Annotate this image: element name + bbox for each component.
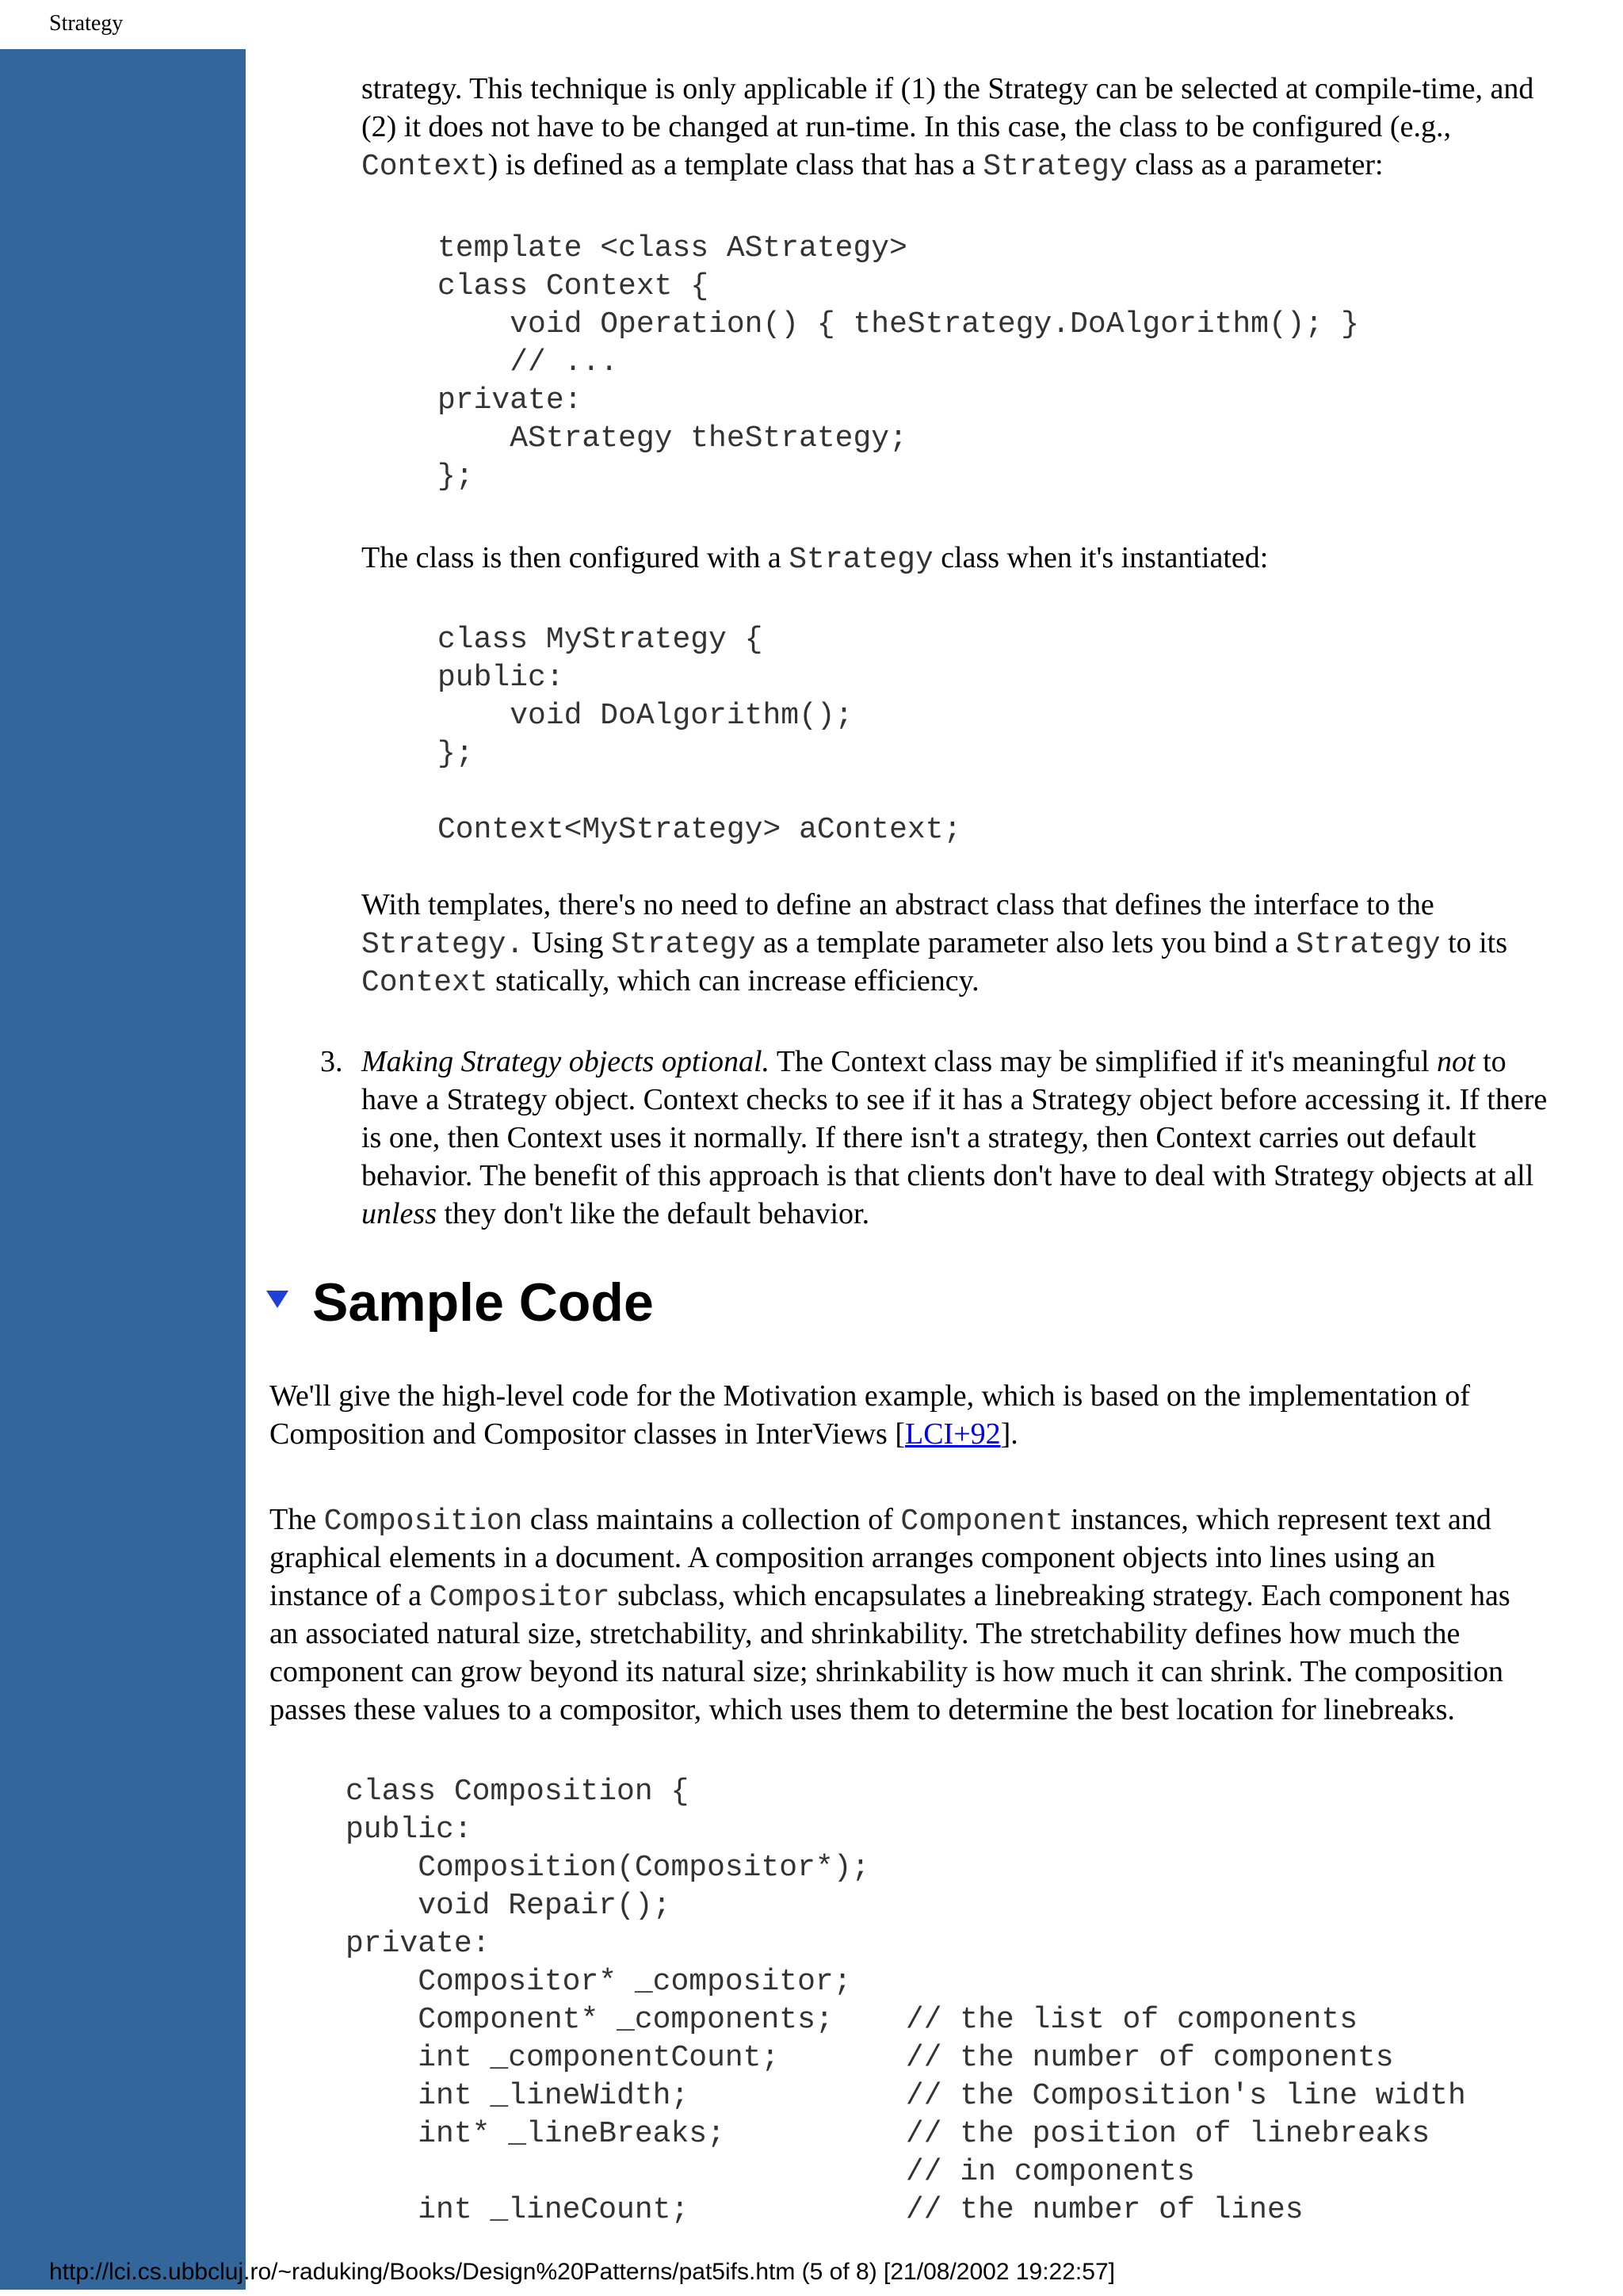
section-heading	[266, 1271, 654, 1334]
paragraph-line: strategy. This technique is only applicable if (1) the Strategy can be selected at compile-time, and	[361, 72, 1534, 105]
paragraph-line: graphical elements in a document. A composition arranges component objects into lines using an	[269, 1541, 1436, 1574]
paragraph-text: class as a parameter:	[1127, 148, 1384, 181]
code-block-template: template <class AStrategy> class Context { void Operation() { theStrategy.DoAlgorithm(); } // ... private: AStrategy theStrategy; };	[437, 231, 1359, 494]
running-header-title: Strategy	[49, 11, 124, 36]
inline-code: Component	[900, 1505, 1064, 1539]
triangle-down-icon[interactable]	[266, 1291, 288, 1308]
inline-code: Strategy.	[361, 928, 525, 962]
sidebar-band	[0, 49, 246, 2290]
paragraph-line: With templates, there's no need to define an abstract class that defines the interface to the	[361, 888, 1434, 921]
paragraph-text: Composition and Compositor classes in InterViews [	[269, 1417, 905, 1451]
inline-code: Compositor	[429, 1581, 610, 1615]
list-item-line: have a Strategy object. Context checks to see if it has a Strategy object before accessing it. If there	[361, 1083, 1548, 1116]
paragraph-line: component can grow beyond its natural size; shrinkability is how much it can shrink. The composition	[269, 1655, 1504, 1688]
code-block-composition: class Composition { public: Composition(Compositor*); void Repair(); private: Compositor* _compositor; Component* _components; // the list of components int _componentCount; // the number of components int _lineWidth; // the Composition's line width int* _lineBreaks; // the position of linebreaks // in components int _lineCount; // the number of lines	[346, 1775, 1466, 2227]
paragraph-line: (2) it does not have to be changed at run-time. In this case, the class to be configured (e.g.,	[361, 110, 1451, 143]
paragraph-line: an associated natural size, stretchability, and shrinkability. The stretchability defines how much the	[269, 1617, 1461, 1650]
section-title: Sample Code	[312, 1272, 654, 1333]
list-item-number: 3.	[320, 1045, 343, 1078]
paragraph-line: passes these values to a compositor, which uses them to determine the best location for linebreaks.	[269, 1693, 1455, 1726]
paragraph-text: they don't like the default behavior.	[437, 1197, 870, 1230]
paragraph-line	[361, 146, 1384, 186]
paragraph-text: statically, which can increase efficiency.	[487, 964, 980, 997]
paragraph-text: instances, which represent text and	[1063, 1503, 1491, 1536]
inline-code: Composition	[323, 1505, 523, 1539]
paragraph-text: instance of a	[269, 1579, 430, 1612]
inline-code: Strategy	[983, 150, 1128, 184]
citation-link[interactable]: LCI+92	[904, 1417, 1001, 1451]
paragraph-text: to its	[1440, 926, 1508, 959]
paragraph-text: subclass, which encapsulates a linebreaking strategy. Each component has	[609, 1579, 1510, 1612]
paragraph-text: The class is then configured with a	[361, 541, 789, 574]
emphasis-text: not	[1437, 1045, 1476, 1078]
paragraph-line	[361, 924, 1507, 964]
list-item-line	[361, 1195, 869, 1233]
paragraph-text: as a template parameter also lets you bind a	[755, 926, 1296, 959]
inline-code: Strategy	[611, 928, 756, 962]
emphasis-text: unless	[361, 1197, 437, 1230]
paragraph-text: The Context class may be simplified if it's meaningful	[769, 1045, 1438, 1078]
inline-code: Strategy	[789, 543, 934, 577]
code-block-mystrategy: class MyStrategy { public: void DoAlgorithm(); }; Context<MyStrategy> aContext;	[437, 623, 962, 847]
paragraph-line	[269, 1577, 1510, 1617]
paragraph-text: ) is defined as a template class that has a	[487, 148, 983, 181]
inline-code: Strategy	[1296, 928, 1441, 962]
paragraph-text: The	[269, 1503, 324, 1536]
inline-code: Context	[361, 966, 488, 1000]
paragraph-text: Using	[524, 926, 612, 959]
paragraph-text: class when it's instantiated:	[933, 541, 1269, 574]
inline-code: Context	[361, 150, 488, 184]
footer-url: http://lci.cs.ubbcluj.ro/~raduking/Books/Design%20Patterns/pat5ifs.htm (5 of 8) [21/08/2002 19:22:57]	[49, 2259, 1115, 2285]
emphasis-text: Making Strategy objects optional.	[361, 1045, 770, 1078]
list-item-line: is one, then Context uses it normally. If there isn't a strategy, then Context carries out default	[361, 1121, 1476, 1154]
paragraph-line	[361, 539, 1268, 579]
paragraph-text: ].	[1000, 1417, 1018, 1451]
paragraph-text: class maintains a collection of	[522, 1503, 901, 1536]
list-item-line: behavior. The benefit of this approach is that clients don't have to deal with Strategy objects at all	[361, 1159, 1534, 1192]
paragraph-text: to	[1475, 1045, 1507, 1078]
paragraph-line	[269, 1415, 1018, 1453]
list-item-line	[361, 1043, 1507, 1081]
paragraph-line: We'll give the high-level code for the Motivation example, which is based on the implementation of	[269, 1379, 1470, 1413]
paragraph-line	[269, 1501, 1491, 1541]
paragraph-line	[361, 962, 980, 1002]
